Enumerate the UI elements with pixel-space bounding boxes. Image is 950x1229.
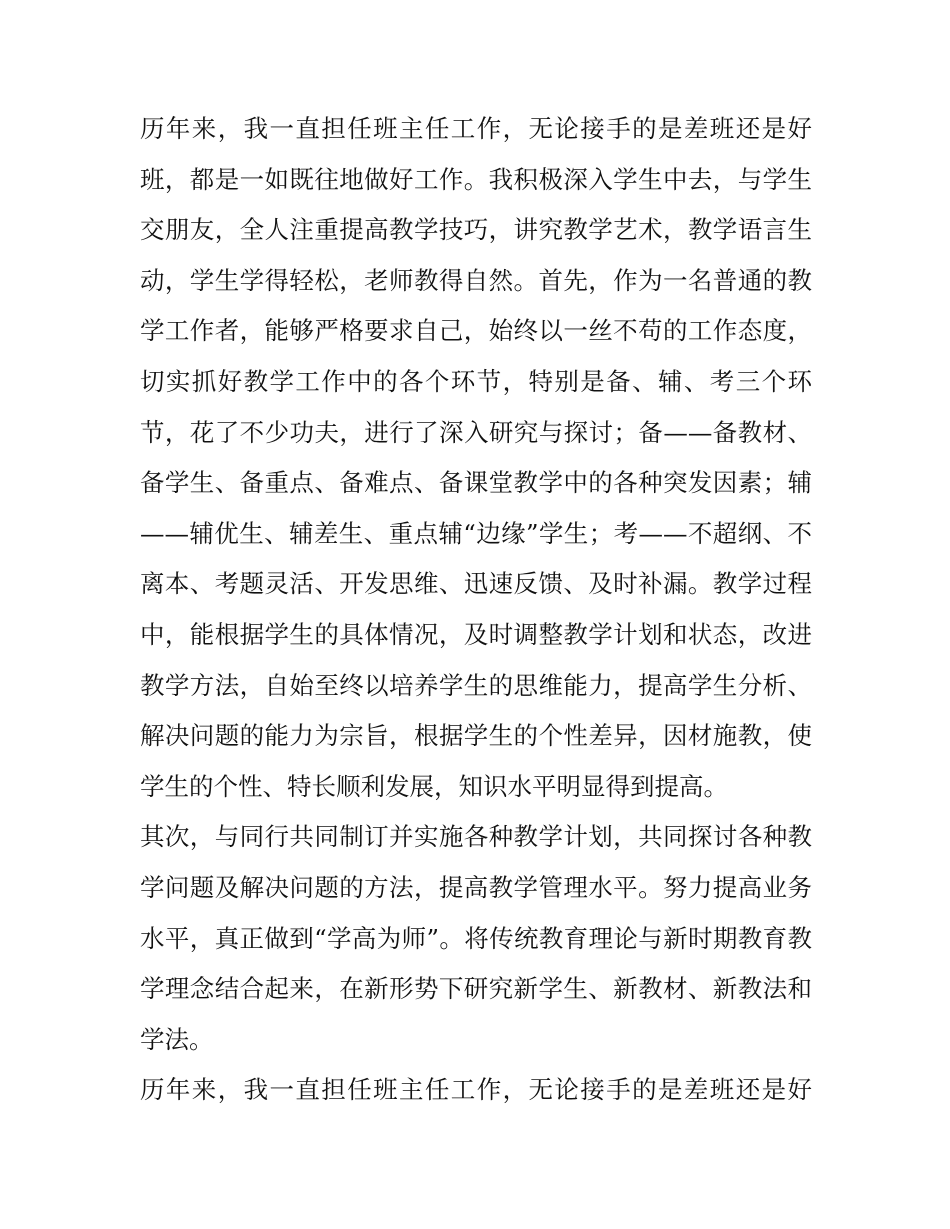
text-line: 动，学生学得轻松，老师教得自然。首先，作为一名普通的教 bbox=[140, 265, 812, 295]
text-line: 学问题及解决问题的方法，提高教学管理水平。努力提高业务 bbox=[140, 872, 812, 902]
text-line: 学生的个性、特长顺利发展，知识水平明显得到提高。 bbox=[140, 771, 728, 801]
text-line: 备学生、备重点、备难点、备课堂教学中的各种突发因素；辅 bbox=[140, 468, 812, 498]
document-body bbox=[140, 104, 812, 1116]
paragraph-3 bbox=[140, 1065, 812, 1116]
text-line: 学理念结合起来，在新形势下研究新学生、新教材、新教法和 bbox=[140, 974, 812, 1004]
text-line: 其次，与同行共同制订并实施各种教学计划，共同探讨各种教 bbox=[140, 822, 812, 852]
text-line: 学工作者，能够严格要求自己，始终以一丝不苟的工作态度， bbox=[140, 316, 812, 346]
text-line: 节，花了不少功夫，进行了深入研究与探讨；备——备教材、 bbox=[140, 417, 812, 447]
text-line: 历年来，我一直担任班主任工作，无论接手的是差班还是好 bbox=[140, 114, 812, 143]
text-line: 学法。 bbox=[140, 1024, 214, 1054]
text-line: 教学方法，自始至终以培养学生的思维能力，提高学生分析、 bbox=[140, 670, 812, 700]
paragraph-1 bbox=[140, 104, 812, 812]
text-line: 切实抓好教学工作中的各个环节，特别是备、辅、考三个环 bbox=[140, 366, 812, 396]
paragraph-2 bbox=[140, 812, 812, 1065]
text-line: ——辅优生、辅差生、重点辅“边缘”学生；考——不超纲、不 bbox=[140, 518, 812, 548]
text-line: 水平，真正做到“学高为师”。将传统教育理论与新时期教育教 bbox=[140, 923, 812, 953]
text-line: 交朋友，全人注重提高教学技巧，讲究教学艺术，教学语言生 bbox=[140, 215, 812, 245]
text-line: 中，能根据学生的具体情况，及时调整教学计划和状态，改进 bbox=[140, 619, 812, 649]
text-line: 班，都是一如既往地做好工作。我积极深入学生中去，与学生 bbox=[140, 164, 812, 194]
text-line: 离本、考题灵活、开发思维、迅速反馈、及时补漏。教学过程 bbox=[140, 569, 812, 599]
text-line: 历年来，我一直担任班主任工作，无论接手的是差班还是好 bbox=[140, 1075, 812, 1105]
text-line: 解决问题的能力为宗旨，根据学生的个性差异，因材施教，使 bbox=[140, 721, 812, 751]
